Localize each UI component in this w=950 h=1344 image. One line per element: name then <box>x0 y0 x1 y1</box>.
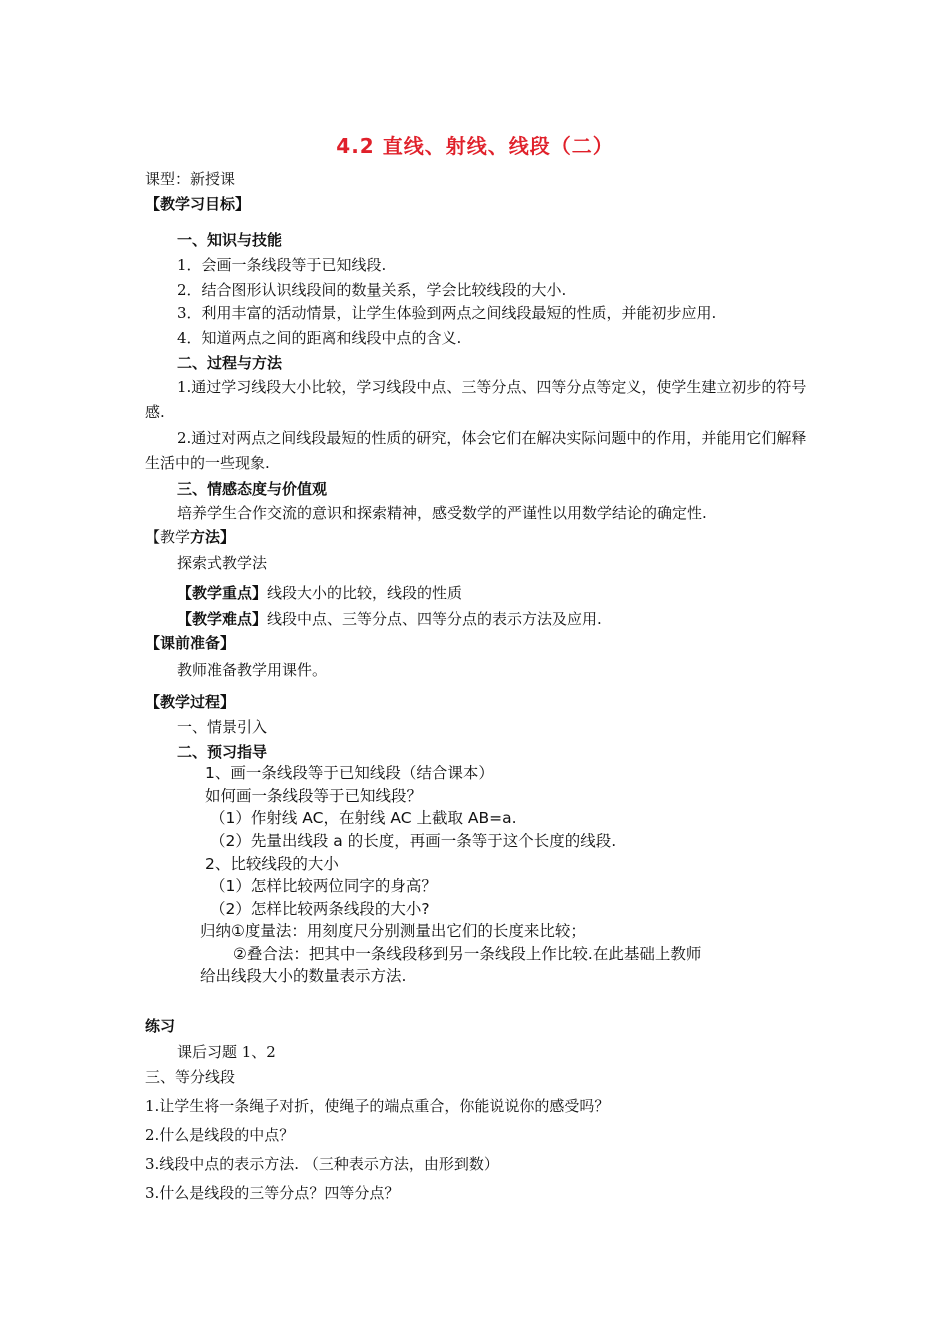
emotion-text: 培养学生合作交流的意识和探索精神，感受数学的严谨性以用数学结论的确定性. <box>177 504 707 522</box>
section3-heading: 三、等分线段 <box>145 1068 236 1086</box>
knowledge-item: 4．知道两点之间的距离和线段中点的含义. <box>177 329 462 347</box>
key-point-text: 线段大小的比较，线段的性质 <box>267 584 463 602</box>
page-title: 4.2 直线、射线、线段（二） <box>336 134 614 158</box>
key-point <box>177 583 462 603</box>
process-method-heading: 二、过程与方法 <box>177 354 283 372</box>
section3-item: 2.什么是线段的中点？ <box>145 1126 295 1144</box>
section3-item: 3.线段中点的表示方法. （三种表示方法，由形到数） <box>145 1155 499 1173</box>
knowledge-heading: 一、知识与技能 <box>177 231 283 249</box>
preparation-heading: 【课前准备】 <box>145 634 236 652</box>
section3-item: 1.让学生将一条绳子对折，使绳子的端点重合，你能说说你的感受吗？ <box>145 1097 610 1115</box>
preview-line: （2）先量出线段 a 的长度，再画一条等于这个长度的线段. <box>210 832 617 850</box>
lesson-type: 课型：新授课 <box>145 170 236 188</box>
method-heading-bold: 方法】 <box>190 528 236 546</box>
process-step1: 一、情景引入 <box>177 718 268 736</box>
key-point-label: 【教学重点】 <box>177 584 268 602</box>
method-heading-prefix: 【教学 <box>145 528 191 546</box>
preview-line: 归纳①度量法：用刻度尺分别测量出它们的长度来比较； <box>200 922 586 940</box>
process-method-item: 2.通过对两点之间线段最短的性质的研究，体会它们在解决实际问题中的作用，并能用它们解释生活中的一些现象. <box>145 429 807 472</box>
goals-heading: 【教学习目标】 <box>145 195 251 213</box>
preview-line: 1、画一条线段等于已知线段（结合课本） <box>205 764 494 782</box>
preview-line: 2、比较线段的大小 <box>205 855 339 873</box>
preview-line: （1）怎样比较两位同字的身高？ <box>210 877 437 895</box>
preview-line: ②叠合法：把其中一条线段移到另一条线段上作比较.在此基础上教师 <box>233 945 702 963</box>
preview-line: 给出线段大小的数量表示方法. <box>200 967 407 985</box>
method-heading <box>145 527 235 547</box>
difficulty <box>177 609 602 629</box>
section3-item: 3.什么是线段的三等分点？四等分点？ <box>145 1184 400 1202</box>
preview-line: 如何画一条线段等于已知线段？ <box>205 787 423 805</box>
method-text: 探索式教学法 <box>177 554 268 572</box>
process-heading: 【教学过程】 <box>145 693 236 711</box>
difficulty-text: 线段中点、三等分点、四等分点的表示方法及应用. <box>267 610 602 628</box>
preview-line: （2）怎样比较两条线段的大小? <box>210 900 430 918</box>
process-step2: 二、预习指导 <box>177 743 268 761</box>
practice-heading: 练习 <box>145 1017 176 1035</box>
emotion-heading: 三、情感态度与价值观 <box>177 480 328 498</box>
process-method-item: 1.通过学习线段大小比较，学习线段中点、三等分点、四等分点等定义，使学生建立初步的符号感. <box>145 378 807 421</box>
preview-line: （1）作射线 AC，在射线 AC 上截取 AB=a. <box>210 809 517 827</box>
difficulty-label: 【教学难点】 <box>177 610 268 628</box>
knowledge-item: 1．会画一条线段等于已知线段. <box>177 256 387 274</box>
knowledge-item: 2．结合图形认识线段间的数量关系，学会比较线段的大小. <box>177 281 567 299</box>
preparation-text: 教师准备教学用课件。 <box>177 661 328 679</box>
knowledge-item: 3．利用丰富的活动情景，让学生体验到两点之间线段最短的性质，并能初步应用. <box>177 304 717 322</box>
practice-text: 课后习题 1、2 <box>177 1043 276 1061</box>
